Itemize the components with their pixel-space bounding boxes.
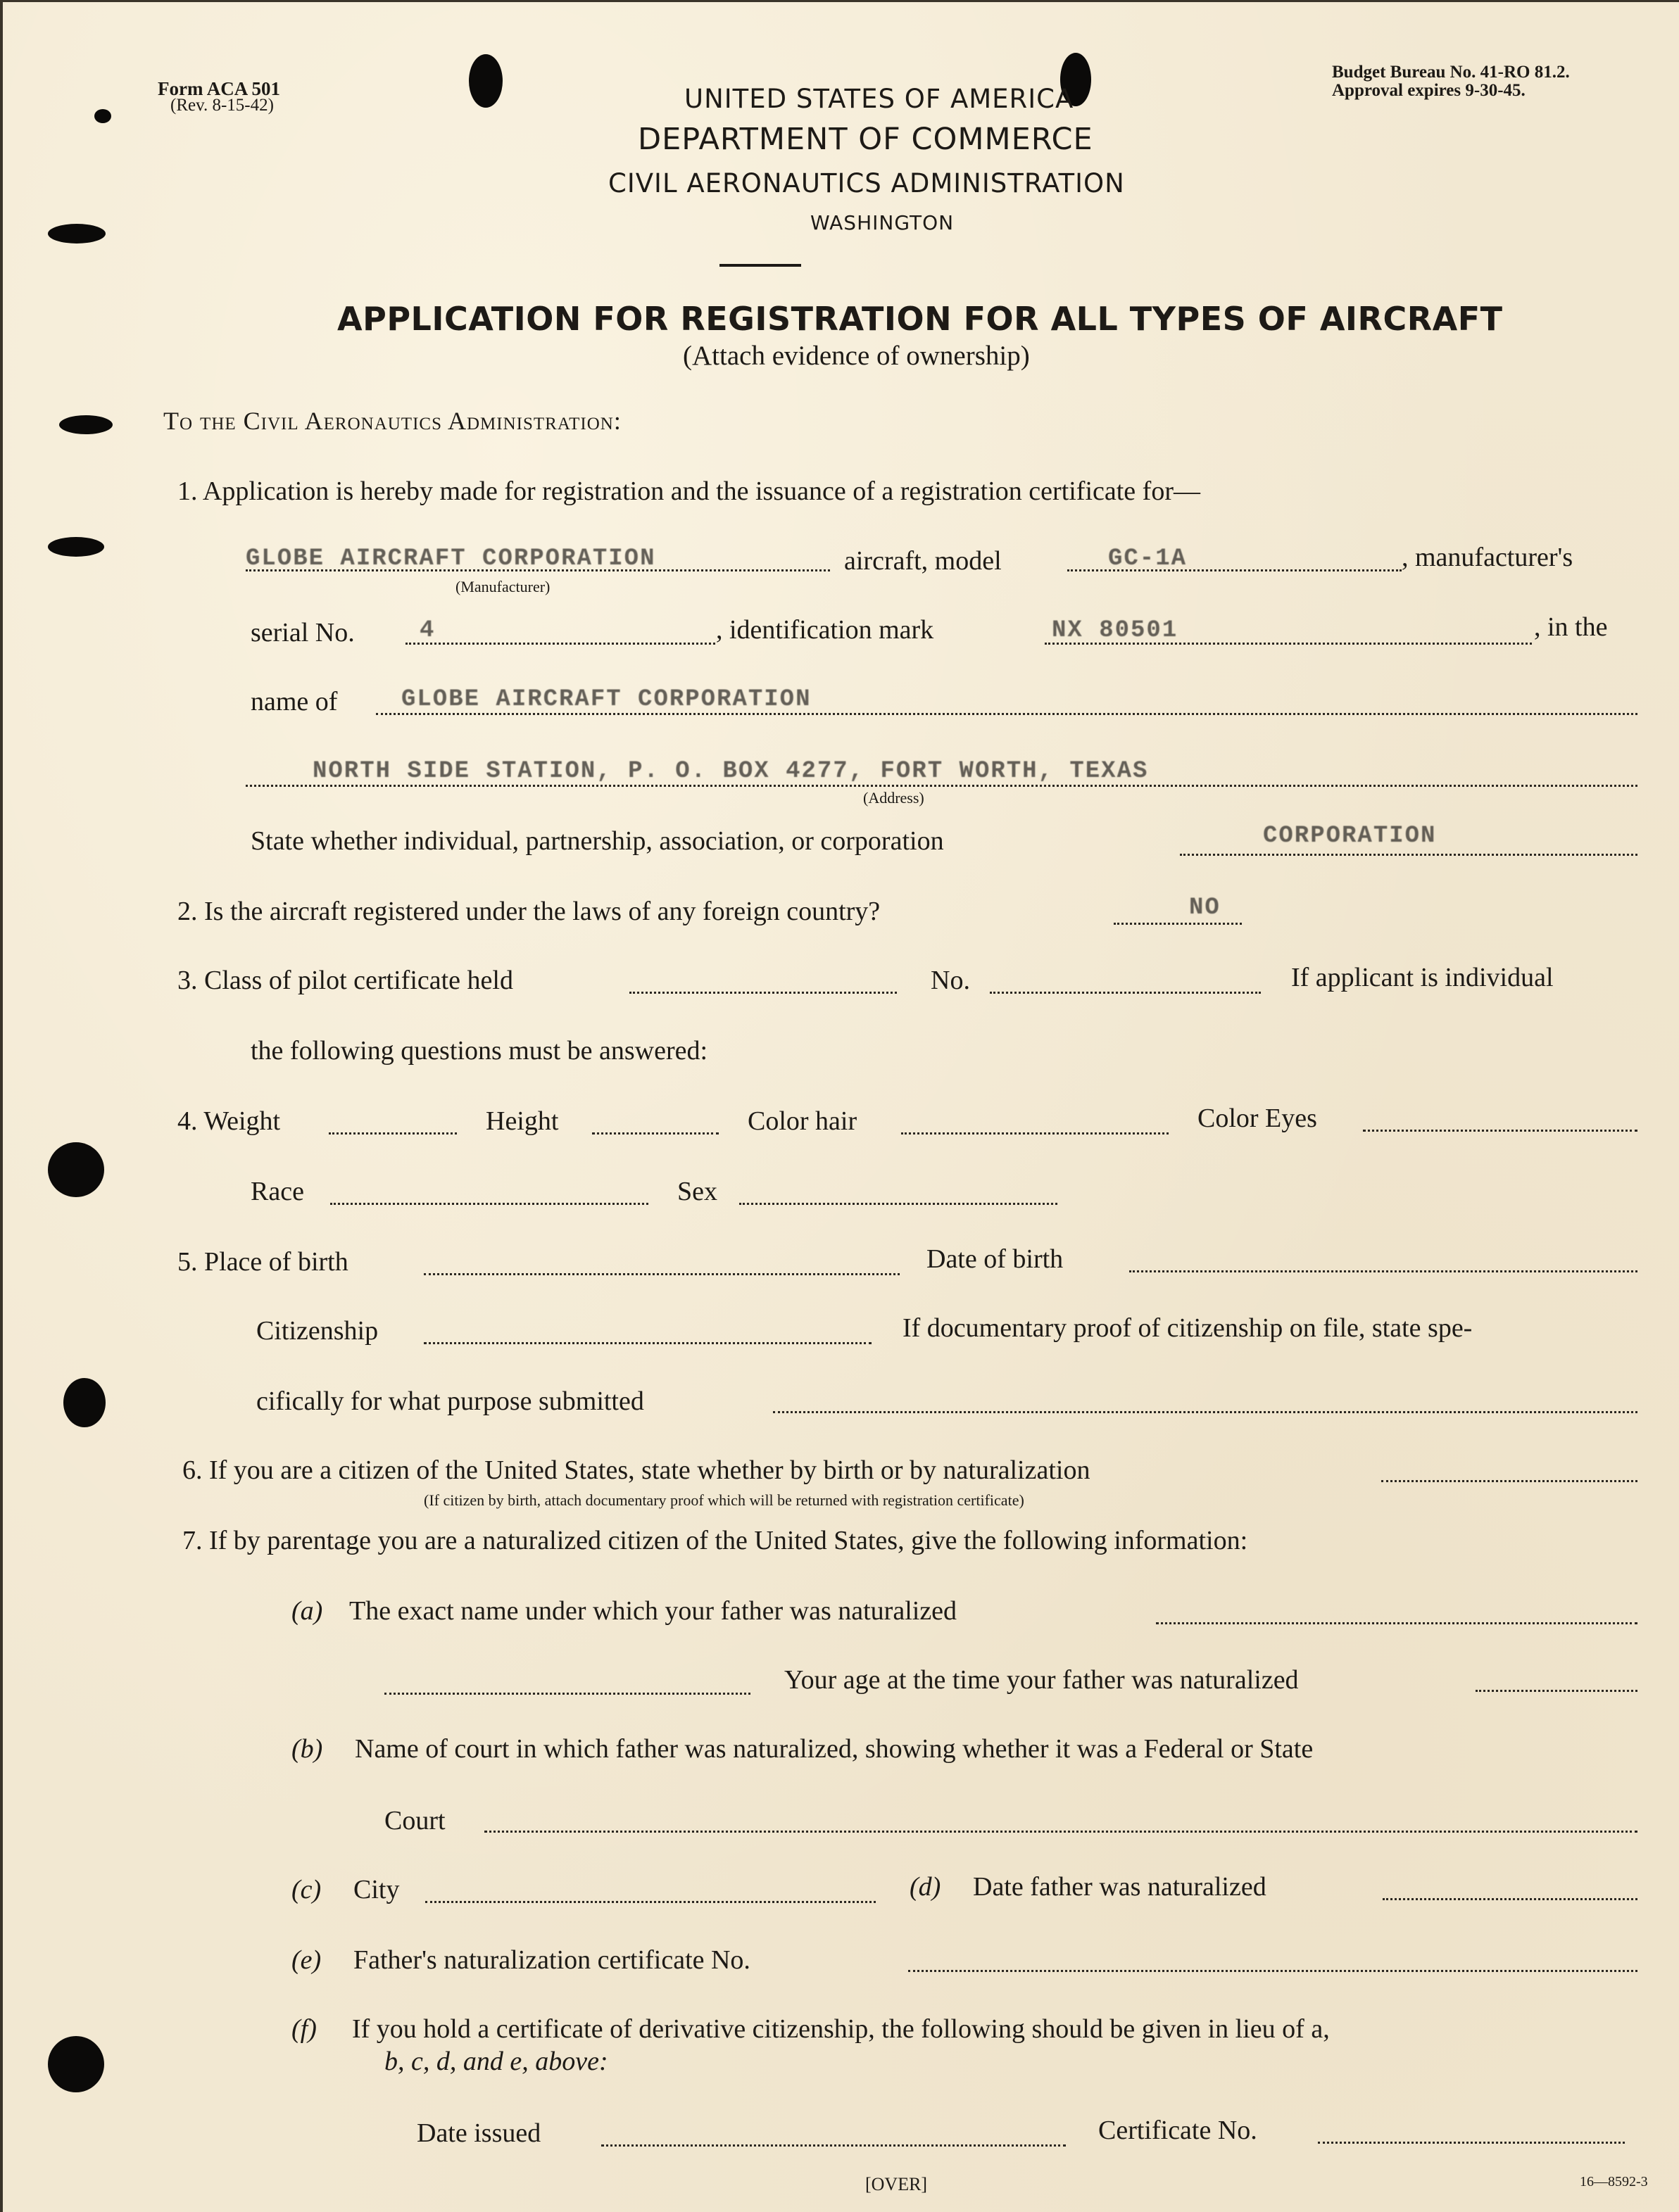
- foreign-registration-line: [1114, 923, 1242, 925]
- sex-field[interactable]: [739, 1203, 1057, 1205]
- department-heading: DEPARTMENT OF COMMERCE: [638, 122, 1093, 157]
- sex-label: Sex: [677, 1177, 717, 1206]
- father-naturalized-name-field-2[interactable]: [384, 1693, 750, 1695]
- manufacturer-caption: (Manufacturer): [455, 578, 551, 595]
- address-field[interactable]: NORTH SIDE STATION, P. O. BOX 4277, FORT WORTH, TEXAS: [313, 758, 1149, 785]
- date-naturalized-label: Date father was naturalized: [973, 1872, 1266, 1902]
- individual-note: If applicant is individual: [1291, 963, 1554, 992]
- q7e-letter: (e): [291, 1945, 322, 1975]
- aircraft-model-label: aircraft, model: [844, 546, 1002, 576]
- q7f-label-continued: b, c, d, and e, above:: [384, 2047, 608, 2076]
- model-field[interactable]: GC-1A: [1108, 545, 1188, 572]
- address-line: [246, 785, 1637, 787]
- date-issued-field[interactable]: [601, 2144, 1066, 2147]
- height-field[interactable]: [592, 1132, 719, 1135]
- court-label: Court: [384, 1806, 446, 1835]
- over-indicator: [OVER]: [865, 2174, 928, 2194]
- proof-of-citizenship-label: If documentary proof of citizenship on file, state spe-: [903, 1313, 1473, 1343]
- ink-spot: [94, 109, 111, 123]
- country-heading: UNITED STATES OF AMERICA: [684, 84, 1074, 114]
- court-field[interactable]: [484, 1831, 1637, 1833]
- q7a-label: The exact name under which your father was naturalized: [349, 1596, 957, 1626]
- serial-label: serial No.: [251, 618, 355, 647]
- purpose-label: cifically for what purpose submitted: [256, 1386, 644, 1416]
- punch-hole: [48, 224, 106, 244]
- hair-color-field[interactable]: [901, 1132, 1169, 1135]
- place-of-birth-label: 5. Place of birth: [177, 1247, 348, 1277]
- age-at-naturalization-field[interactable]: [1476, 1690, 1637, 1692]
- father-naturalized-name-field[interactable]: [1156, 1622, 1637, 1624]
- weight-label: 4. Weight: [177, 1106, 281, 1136]
- punch-hole: [48, 537, 104, 557]
- date-of-birth-label: Date of birth: [926, 1244, 1064, 1274]
- in-the-label: , in the: [1534, 612, 1608, 642]
- weight-field[interactable]: [329, 1132, 457, 1135]
- date-naturalized-field[interactable]: [1383, 1898, 1637, 1900]
- entity-type-field[interactable]: CORPORATION: [1263, 823, 1437, 849]
- punch-hole: [469, 54, 503, 108]
- punch-hole: [48, 1142, 104, 1197]
- punch-hole: [48, 2036, 104, 2092]
- agency-heading: CIVIL AERONAUTICS ADMINISTRATION: [608, 168, 1125, 198]
- q6-note: (If citizen by birth, attach documentary proof which will be returned with registration certificate): [424, 1491, 1024, 1509]
- q7-label: 7. If by parentage you are a naturalized citizen of the United States, give the following information:: [182, 1526, 1248, 1555]
- q7b-label: Name of court in which father was naturalized, showing whether it was a Federal or State: [355, 1734, 1314, 1764]
- q2-label: 2. Is the aircraft registered under the laws of any foreign country?: [177, 897, 881, 926]
- citizenship-label: Citizenship: [256, 1316, 379, 1346]
- q7f-letter: (f): [291, 2014, 317, 2044]
- manufacturers-label: , manufacturer's: [1402, 543, 1573, 572]
- manufacturer-field[interactable]: GLOBE AIRCRAFT CORPORATION: [246, 545, 656, 572]
- individual-note-continued: the following questions must be answered:: [251, 1036, 708, 1066]
- q6-label: 6. If you are a citizen of the United States, state whether by birth or by naturalization: [182, 1455, 1090, 1485]
- father-certificate-no-label: Father's naturalization certificate No.: [353, 1945, 750, 1975]
- pilot-certificate-no-label: No.: [931, 966, 970, 995]
- city-field[interactable]: [425, 1901, 876, 1903]
- eye-color-label: Color Eyes: [1197, 1104, 1317, 1133]
- q7f-label: If you hold a certificate of derivative citizenship, the following should be given in lieu of a,: [352, 2014, 1330, 2044]
- pilot-certificate-no-field[interactable]: [990, 992, 1261, 994]
- q3-label: 3. Class of pilot certificate held: [177, 966, 513, 995]
- date-issued-label: Date issued: [417, 2118, 541, 2148]
- serial-line: [405, 643, 715, 645]
- q7a-letter: (a): [291, 1596, 323, 1626]
- entity-type-line: [1180, 854, 1637, 856]
- purpose-field[interactable]: [773, 1411, 1637, 1413]
- identification-label: , identification mark: [716, 615, 934, 645]
- citizenship-field[interactable]: [424, 1342, 872, 1344]
- city-heading: WASHINGTON: [810, 211, 955, 234]
- owner-name-line: [376, 713, 1637, 715]
- owner-name-field[interactable]: GLOBE AIRCRAFT CORPORATION: [401, 686, 812, 713]
- q1-intro: 1. Application is hereby made for registration and the issuance of a registration certificate for—: [177, 476, 1200, 506]
- form-title: APPLICATION FOR REGISTRATION FOR ALL TYPES OF AIRCRAFT: [337, 300, 1503, 338]
- budget-bureau-number: Budget Bureau No. 41-RO 81.2.: [1332, 63, 1570, 82]
- entity-type-label: State whether individual, partnership, association, or corporation: [251, 826, 944, 856]
- address-caption: (Address): [863, 789, 924, 807]
- eye-color-field[interactable]: [1363, 1130, 1637, 1132]
- race-label: Race: [251, 1177, 304, 1206]
- salutation: To the Civil Aeronautics Administration:: [163, 407, 622, 435]
- form-number: Form ACA 501: [158, 78, 280, 99]
- form-revision: (Rev. 8-15-42): [170, 96, 274, 115]
- date-of-birth-field[interactable]: [1129, 1270, 1637, 1272]
- print-code: 16—8592-3: [1580, 2174, 1648, 2189]
- name-of-label: name of: [251, 687, 338, 716]
- birth-or-naturalization-field[interactable]: [1381, 1480, 1637, 1482]
- place-of-birth-field[interactable]: [424, 1273, 900, 1275]
- age-at-naturalization-label: Your age at the time your father was naturalized: [784, 1665, 1299, 1695]
- approval-expires: Approval expires 9-30-45.: [1332, 81, 1526, 100]
- foreign-registration-field[interactable]: NO: [1189, 895, 1221, 921]
- hair-color-label: Color hair: [748, 1106, 857, 1136]
- race-field[interactable]: [330, 1203, 648, 1205]
- punch-hole: [63, 1378, 106, 1427]
- identification-mark-field[interactable]: NX 80501: [1052, 617, 1178, 644]
- punch-hole: [59, 415, 113, 434]
- q7d-letter: (d): [910, 1872, 941, 1902]
- city-label: City: [353, 1875, 400, 1904]
- header-divider: [719, 264, 801, 267]
- q7b-letter: (b): [291, 1734, 323, 1764]
- certificate-no-label: Certificate No.: [1098, 2116, 1257, 2145]
- q7c-letter: (c): [291, 1875, 322, 1904]
- certificate-no-field[interactable]: [1318, 2142, 1625, 2144]
- height-label: Height: [486, 1106, 559, 1136]
- father-certificate-no-field[interactable]: [908, 1970, 1637, 1972]
- pilot-certificate-class-field[interactable]: [629, 992, 897, 994]
- serial-field[interactable]: 4: [420, 617, 436, 644]
- form-subtitle: (Attach evidence of ownership): [683, 341, 1030, 371]
